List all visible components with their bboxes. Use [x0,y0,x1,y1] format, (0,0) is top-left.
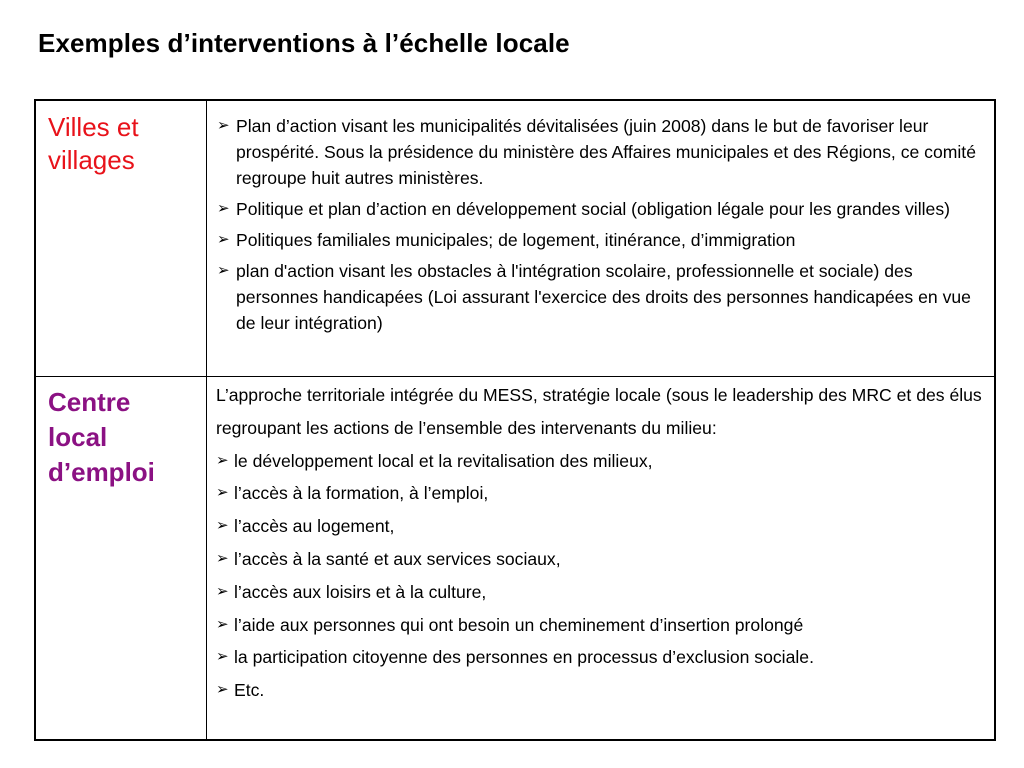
list-item-text: l’accès aux loisirs et à la culture, [234,581,487,602]
list-item-text: Politique et plan d’action en développement social (obligation légale pour les grandes villes) [236,199,950,219]
arrow-bullet-icon: ➢ [216,615,229,633]
list-item-text: l’accès au logement, [234,516,395,537]
list-item [216,510,984,543]
content-cell-cle [207,377,994,739]
arrow-bullet-icon: ➢ [217,117,230,134]
table-row-villes [36,101,994,377]
list-item-text: Politiques familiales municipales; de logement, itinérance, d’immigration [236,230,796,250]
list-item [216,477,984,510]
arrow-bullet-icon: ➢ [216,648,229,666]
list-item [216,258,984,336]
bullet-list [216,113,984,336]
list-item-text: le développement local et la revitalisation des milieux, [234,450,653,471]
arrow-bullet-icon: ➢ [216,582,229,600]
arrow-bullet-icon: ➢ [216,549,229,567]
arrow-bullet-icon: ➢ [217,262,230,279]
arrow-bullet-icon: ➢ [216,681,229,699]
list-item-text: la participation citoyenne des personnes en processus d’exclusion sociale. [234,647,814,668]
content-cell-villes [207,101,994,376]
arrow-bullet-icon: ➢ [216,451,229,469]
list-item [216,543,984,576]
category-villes-et-villages: Villes et villages [36,101,207,376]
list-item [216,196,984,222]
intro-paragraph: L’approche territoriale intégrée du MESS, stratégie locale (sous le leadership des MRC et des élus regroupant les actions de l’ensemble des intervenants du milieu: [216,385,982,438]
arrow-bullet-icon: ➢ [216,484,229,502]
list-item [216,113,984,191]
list-item [216,641,984,674]
arrow-bullet-icon: ➢ [217,231,230,248]
table-row-cle [36,377,994,739]
list-item [216,609,984,642]
list-item [216,445,984,478]
list-item-text: Plan d’action visant les municipalités dévitalisées (juin 2008) dans le but de favoriser leur prospérité. Sous la présidence du ministère des Affaires municipales et des Régions, ce comité regroupe huit autres ministères. [236,116,976,188]
bullet-list [216,445,984,707]
arrow-bullet-icon: ➢ [216,517,229,535]
category-centre-local-emploi: Centre local d’emploi [36,377,207,739]
list-item-text: l’accès à la santé et aux services sociaux, [234,548,561,569]
list-item-text: plan d'action visant les obstacles à l'intégration scolaire, professionnelle et sociale) des personnes handicapées (Loi assurant l'exercice des droits des personnes handicapées en vue de leur intégration) [236,261,971,333]
interventions-table [34,99,996,741]
list-item [216,227,984,253]
list-item-text: l’aide aux personnes qui ont besoin un cheminement d’insertion prolongé [234,614,804,635]
arrow-bullet-icon: ➢ [217,200,230,217]
list-item [216,674,984,707]
list-item [216,576,984,609]
list-item-text: l’accès à la formation, à l’emploi, [234,483,489,504]
slide-title: Exemples d’interventions à l’échelle locale [38,28,570,58]
list-item-text: Etc. [234,680,265,701]
